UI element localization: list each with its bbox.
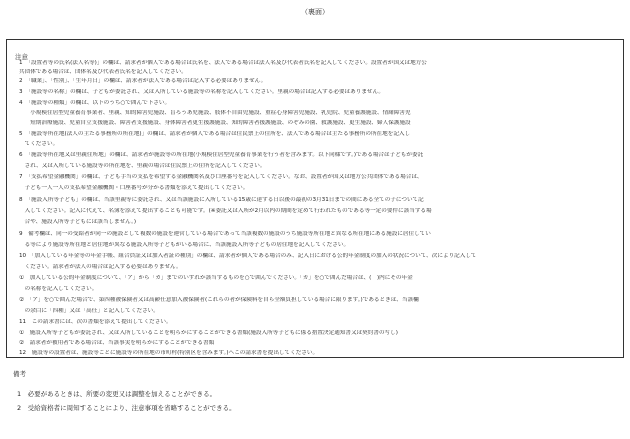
remark-line: 2 受給資格者に周知することにより、注意事項を省略することができる。 [17, 404, 236, 412]
note-line: ください。請求者が法人の場合は記入する必要はありません。 [19, 264, 182, 270]
note-line: ① 加入している公的年金制度について、「ア」から「カ」までのいずれか該当するものを○で囲んでください。「カ」を○で囲んだ場合は、( )内にその年金 [19, 275, 413, 281]
note-line: ② 「ア」を○で囲んだ場合で、第四種被保険者又は高齢任意加入被保険者(これらの者が保険料を自ら全額負担している場合に限ります。)であるときは、当該欄 [19, 297, 419, 303]
note-line: 子ども一人一人の支払希望金融機関・口座番号が分かる書類を添えて提出してください。 [19, 185, 249, 191]
note-line: 10 「加入している年金等の年金手帳、組合員証又は加入者証の種別」の欄は、請求者が個人である場合のみ、記入日における公的年金制度の加入の状況について、次により記入して [19, 253, 477, 259]
note-line: 3 「施設等の名称」の欄は、子どもが委託され、又は入所している施設等の名称を記入してください。里親の場合は記入する必要はありません。 [19, 89, 385, 95]
note-line: 7 「支払希望金融機関」の欄は、子ども手当の支払を希望する金融機関名及び口座番号を記入してください。なお、設置者が国又は地方公共団体である場合は、 [19, 174, 423, 180]
note-line: の名称を記入してください。 [19, 286, 98, 292]
page-header: （裏面） [301, 8, 329, 16]
note-line: 8 「施設入所等子ども」の欄は、当該里親等に委託され、又は当該施設に入所している15歳に達する日以後の最初の3月31日までの間にある全ての子について記 [19, 197, 424, 203]
notes-box [6, 39, 624, 358]
note-line: 4 「施設等の種類」の欄は、以下のうち○で囲んで下さい。 [19, 100, 171, 106]
note-line: され、又は入所している施設等の所在地を、里親の場合は住民票上の住所を記入してください。 [19, 163, 266, 169]
note-line: 12 施設等の設置者は、施設等ごとに施設等の所在地の市町村(特別区を含みます。)へこの請求書を提出してください。 [19, 350, 319, 356]
notes-title: 注意 [15, 53, 28, 61]
note-line: 5 「施設等所在地(法人の主たる事務所の所在地)」の欄は、請求者が個人である場合は住民票上の住所を、法人である場合は主たる事務所の所在地を記入し [19, 131, 411, 137]
note-line: の余白に「四種」又は「高任」と記入してください。 [19, 308, 159, 314]
note-line: 11 この請求書には、次の書類を添えて提出してください。 [19, 319, 172, 325]
note-line: 共団体である場合は、団体名及び代表者氏名を記入してください。 [19, 69, 187, 75]
note-line: 短期治療施設、児童自立支援施設、障害者支援施設、身体障害者更生援護施設、知的障害者援護施設、のぞみの園、救護施設、更生施設、婦人保護施設 [19, 120, 411, 126]
note-line: 小規模住居型児童養育事業者、里親、知的障害児施設、盲ろうあ児施設、肢体不自由児施設、重症心身障害児施設、乳児院、児童養護施設、情緒障害児 [19, 110, 411, 116]
note-line: 入してください。記入に代えて、名簿を添えて提出することも可能です。(※委託又は入所が2月以内の期間を定めて行われたものである等一定の要件に該当する場 [19, 208, 432, 214]
note-line: 合や、施設入所等子どもには該当しません。) [19, 219, 137, 225]
note-line: てください。 [19, 141, 59, 147]
note-line: 2 「職業」、「性別」、「生年月日」の欄は、請求者が法人である場合は記入する必要はありません。 [19, 78, 267, 84]
remark-line: 1 必要があるときは、所要の変更又は調整を加えることができる。 [17, 390, 217, 398]
note-line: ① 施設入所等子どもが委託され、又は入所していることを明らかにすることができる書類(施設入所等子どもに係る措置決定通知書又は契約書の写し) [19, 330, 398, 336]
note-line: 9 備考欄は、同一の受給者が同一の施設として複数の施設を運営している場合であって当該複数の施設のうち施設等所在地と異なる所在地にある施設に居住してい [19, 231, 431, 237]
note-line: ② 請求者が被用者である場合は、当該事実を明らかにすることができる書類 [19, 340, 215, 346]
note-line: る等により施設等所在地と居住地が異なる施設入所等子どもがいる場合に、当該施設入所等子どもの居住地を記入してください。 [19, 242, 350, 248]
note-line: 6 「施設等所在地又は里親住所地」の欄は、請求者が施設等の所在地(小規模住居型児童養育事業を行う者を含みます。以下同様です。)である場合は子どもが委託 [19, 152, 424, 158]
remarks-title: 備考 [13, 370, 26, 378]
note-line: 1 「設置者等の氏名(法人名等)」の欄は、請求者が個人である場合は氏名を、法人である場合は法人名及び代表者氏名を記入してください。設置者が国又は地方公 [19, 60, 427, 66]
